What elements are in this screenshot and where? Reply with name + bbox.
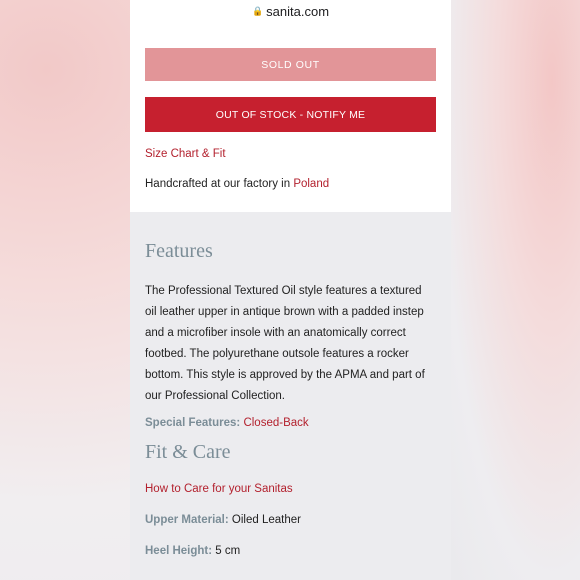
heel-height-label: Heel Height: (145, 545, 213, 557)
care-row (145, 483, 436, 495)
product-details (130, 240, 451, 557)
handcrafted-text (145, 178, 436, 190)
upper-material-row (145, 514, 436, 526)
care-link[interactable]: How to Care for your Sanitas (145, 483, 293, 495)
upper-material-value: Oiled Leather (231, 514, 301, 526)
purchase-panel (130, 0, 451, 212)
sold-out-button[interactable]: SOLD OUT (145, 48, 436, 81)
background-blur-right (440, 0, 580, 580)
size-chart-link[interactable]: Size Chart & Fit (145, 148, 226, 160)
lock-icon: 🔒 (251, 5, 264, 16)
heel-height-row (145, 545, 436, 557)
phone-screen (130, 0, 451, 580)
fit-care-heading: Fit & Care (145, 441, 231, 463)
special-features-value[interactable]: Closed-Back (243, 417, 309, 429)
country-link[interactable]: Poland (293, 178, 330, 190)
notify-me-button[interactable]: OUT OF STOCK - NOTIFY ME (145, 97, 436, 132)
special-features-row (145, 417, 436, 429)
features-heading: Features (145, 240, 213, 262)
url-text: sanita.com (266, 3, 330, 19)
special-features-label: Special Features: (145, 417, 241, 429)
upper-material-label: Upper Material: (145, 514, 229, 526)
features-description: The Professional Textured Oil style features a textured oil leather upper in antique brown with a padded instep and a microfiber insole with an anatomically correct footbed. The polyurethane outsole features a rocker bottom. This style is approved by the APMA and part of our Professional Collection. (145, 285, 425, 402)
handcrafted-prefix: Handcrafted at our factory in (145, 178, 294, 190)
heel-height-value: 5 cm (215, 545, 241, 557)
